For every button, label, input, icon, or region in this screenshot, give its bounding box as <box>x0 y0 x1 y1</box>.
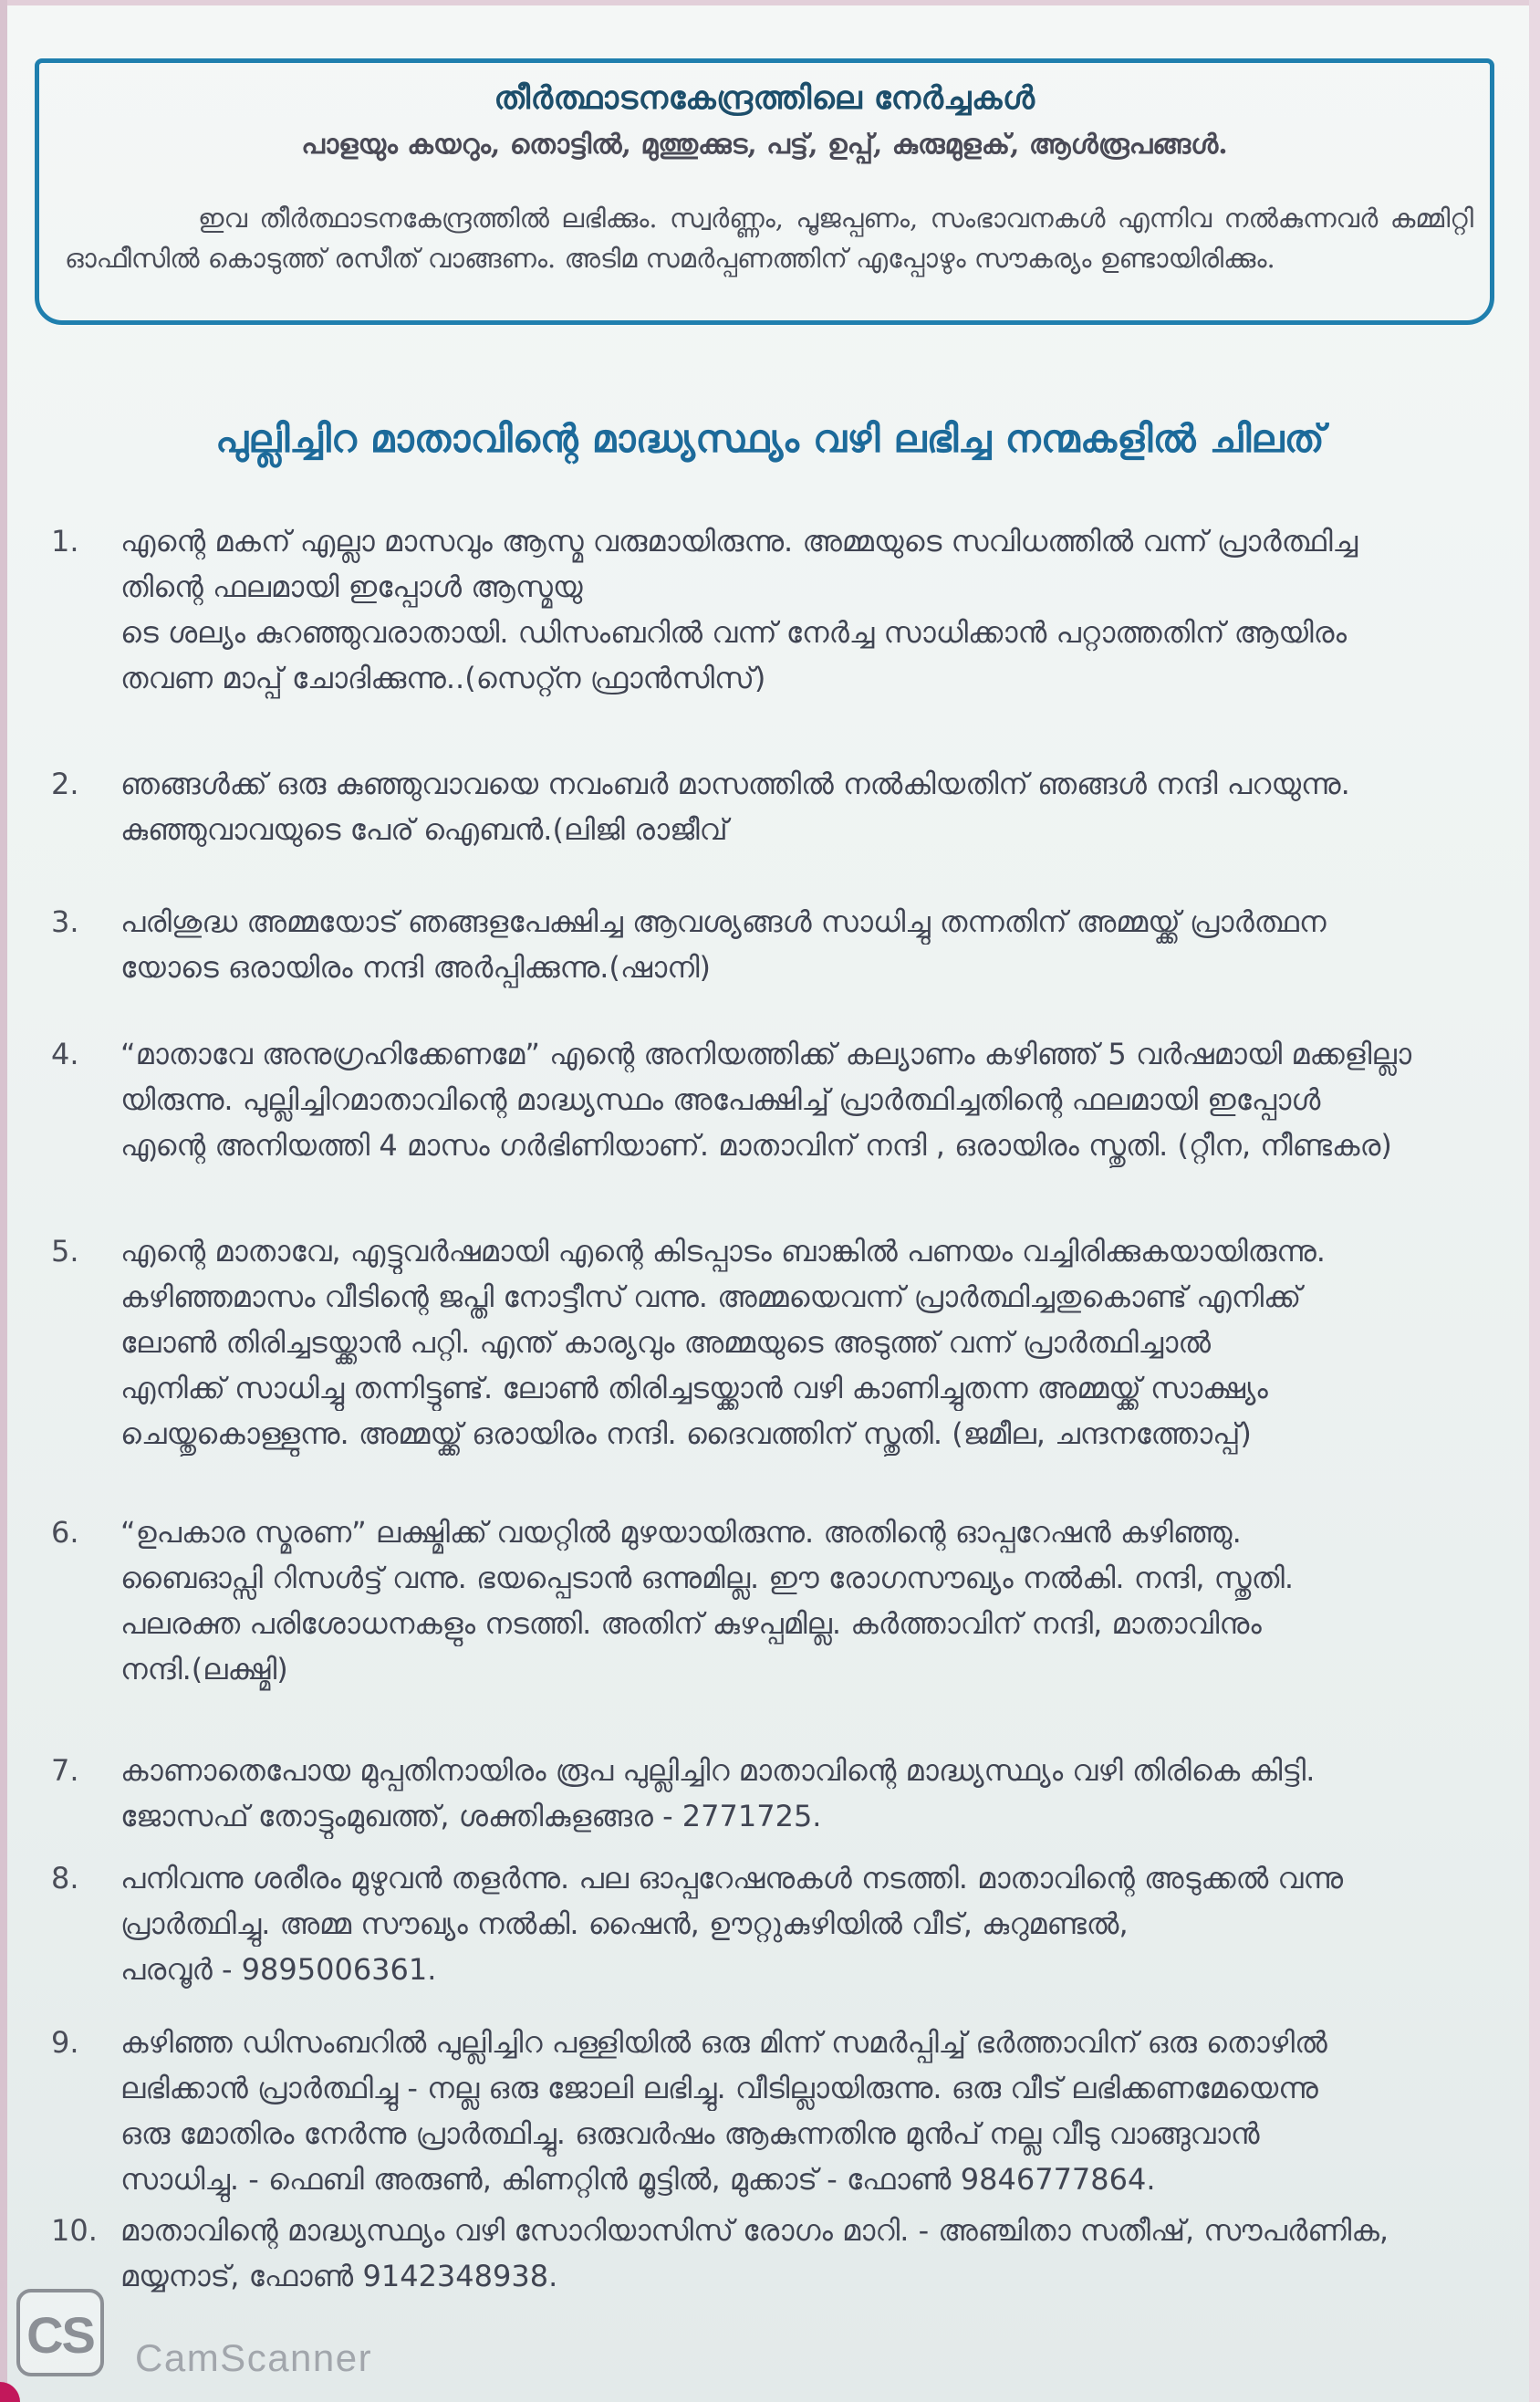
testimonial-number: 3. <box>51 904 79 939</box>
testimonial-number: 4. <box>51 1037 79 1071</box>
camscanner-name: CamScanner <box>135 2336 373 2379</box>
testimonial-text <box>120 761 1504 852</box>
testimonial-number: 8. <box>51 1861 79 1895</box>
testimonial-text <box>120 1228 1504 1457</box>
testimonial-text <box>120 2208 1504 2299</box>
testimonial-line: ജോസഫ് തോട്ടുംമുഖത്ത്, ശക്തികുളങ്ങര - 2771725. <box>120 1799 822 1833</box>
testimonial-line: “മാതാവേ അനുഗ്രഹിക്കേണമേ” എന്റെ അനിയത്തിക്ക് കല്യാണം കഴിഞ്ഞ് 5 വർഷമായി മക്കളില്ലാ <box>120 1037 1412 1071</box>
testimonial-line: ഒരു മോതിരം നേർന്നു പ്രാർത്ഥിച്ചു. ഒരുവർഷം ആകുന്നതിനു മുൻപ് നല്ല വീടു വാങ്ങുവാൻ <box>120 2116 1260 2151</box>
testimonial-text <box>120 1509 1504 1692</box>
testimonial-line: തിന്റെ ഫലമായി ഇപ്പോൾ ആസ്മയു <box>120 569 583 604</box>
testimonial-number: 9. <box>51 2025 79 2060</box>
testimonial-number: 10. <box>51 2213 98 2248</box>
testimonial-text <box>120 2020 1504 2202</box>
testimonial-line: എന്റെ മകന് എല്ലാ മാസവും ആസ്മ വരുമായിരുന്നു. അമ്മയുടെ സവിധത്തിൽ വന്ന് പ്രാർത്ഥിച്ച <box>120 524 1358 559</box>
testimonial-number: 5. <box>51 1234 79 1269</box>
testimonial-line: കുഞ്ഞുവാവയുടെ പേര് ഐബൻ.(ലിജി രാജീവ് <box>120 812 728 847</box>
testimonial-line: ബൈഓപ്സി റിസൾട്ട് വന്നു. ഭയപ്പെടാൻ ഒന്നുമില്ല. ഈ രോഗസൗഖ്യം നൽകി. നന്ദി, സ്തുതി. <box>120 1561 1295 1595</box>
testimonial-line: പലരക്ത പരിശോധനകളും നടത്തി. അതിന് കുഴപ്പമില്ല. കർത്താവിന് നന്ദി, മാതാവിനും <box>120 1606 1262 1641</box>
testimonial-line: യിരുന്നു. പുല്ലിച്ചിറമാതാവിന്റെ മാദ്ധ്യസ്ഥം അപേക്ഷിച്ച് പ്രാർത്ഥിച്ചതിന്റെ ഫലമായി ഇപ്പോൾ <box>120 1082 1321 1117</box>
testimonial-number: 7. <box>51 1753 79 1788</box>
camscanner-logo-text: CS <box>26 2306 94 2364</box>
testimonial-line: ചെയ്തുകൊള്ളുന്നു. അമ്മയ്ക്ക് ഒരായിരം നന്ദി. ദൈവത്തിന് സ്തുതി. (ജമീല, ചന്ദനത്തോപ്പ്) <box>120 1416 1252 1451</box>
testimonial-line: എന്റെ അനിയത്തി 4 മാസം ഗർഭിണിയാണ്. മാതാവിന് നന്ദി , ഒരായിരം സ്തുതി. (റ്റീന, നീണ്ടകര) <box>120 1128 1392 1163</box>
offerings-note: ഇവ തീർത്ഥാടനകേന്ദ്രത്തിൽ ലഭിക്കും. സ്വർണ്ണം, പൂജപ്പണം, സംഭാവനകൾ എന്നിവ നൽകുന്നവർ കമ്മിറ്റി ഓഫീസിൽ കൊടുത്ത് രസീത് വാങ്ങണം. അടിമ സമർപ്പണത്തിന് എപ്പോഴും സൗകര്യം ഉണ്ടായിരിക്കും. <box>65 203 1473 274</box>
testimonial-text <box>120 1031 1504 1168</box>
testimonials-heading: പുല്ലിച്ചിറ മാതാവിന്റെ മാദ്ധ്യസ്ഥ്യം വഴി ലഭിച്ച നന്മകളിൽ ചിലത് <box>215 416 1325 461</box>
camscanner-logo-icon <box>16 2289 104 2376</box>
testimonial-number: 6. <box>51 1515 79 1550</box>
testimonial-line: പരവൂർ - 9895006361. <box>120 1952 437 1987</box>
testimonial-number: 2. <box>51 767 79 801</box>
testimonial-line: പനിവന്നു ശരീരം മുഴുവൻ തളർന്നു. പല ഓപ്പറേഷനുകൾ നടത്തി. മാതാവിന്റെ അടുക്കൽ വന്നു <box>120 1861 1344 1895</box>
testimonial-line: ലോൺ തിരിച്ചടയ്ക്കാൻ പറ്റി. എന്ത് കാര്യവും അമ്മയുടെ അടുത്ത് വന്ന് പ്രാർത്ഥിച്ചാൽ <box>120 1325 1212 1360</box>
testimonial-line: ടെ ശല്യം കുറഞ്ഞുവരാതായി. ഡിസംബറിൽ വന്ന് നേർച്ച സാധിക്കാൻ പറ്റാത്തതിന് ആയിരം <box>120 615 1347 650</box>
testimonial-line: ഞങ്ങൾക്ക് ഒരു കുഞ്ഞുവാവയെ നവംബർ മാസത്തിൽ നൽകിയതിന് ഞങ്ങൾ നന്ദി പറയുന്നു. <box>120 767 1350 801</box>
testimonial-line: എന്റെ മാതാവേ, എട്ടുവർഷമായി എന്റെ കിടപ്പാടം ബാങ്കിൽ പണയം വച്ചിരിക്കുകയായിരുന്നു. <box>120 1234 1326 1269</box>
offerings-list: പാളയും കയറും, തൊട്ടിൽ, മുത്തുക്കുട, പട്ട്, ഉപ്പ്, കുരുമുളക്, ആൾരൂപങ്ങൾ. <box>301 129 1228 161</box>
testimonial-line: ലഭിക്കാൻ പ്രാർത്ഥിച്ചു - നല്ല ഒരു ജോലി ലഭിച്ചു. വീടില്ലായിരുന്നു. ഒരു വീട് ലഭിക്കണമേയെന്നു <box>120 2071 1318 2105</box>
testimonial-line: സാധിച്ചു. - ഫെബി അരുൺ, കിണറ്റിൻ മൂട്ടിൽ, മുക്കാട് - ഫോൺ 9846777864. <box>120 2162 1156 2197</box>
testimonial-text <box>120 518 1504 701</box>
testimonial-line: നന്ദി.(ലക്ഷ്മി) <box>120 1652 288 1687</box>
offerings-title: തീർത്ഥാടനകേന്ദ്രത്തിലെ നേർച്ചകൾ <box>494 79 1035 117</box>
testimonial-number: 1. <box>51 524 79 559</box>
testimonial-line: “ഉപകാര സ്മരണ” ലക്ഷ്മിക്ക് വയറ്റിൽ മുഴയായിരുന്നു. അതിന്റെ ഓപ്പറേഷൻ കഴിഞ്ഞു. <box>120 1515 1242 1550</box>
testimonial-line: കഴിഞ്ഞ ഡിസംബറിൽ പുല്ലിച്ചിറ പള്ളിയിൽ ഒരു മിന്ന് സമർപ്പിച്ച് ഭർത്താവിന് ഒരു തൊഴിൽ <box>120 2025 1327 2060</box>
testimonial-line: എനിക്ക് സാധിച്ചു തന്നിട്ടുണ്ട്. ലോൺ തിരിച്ചടയ്ക്കാൻ വഴി കാണിച്ചുതന്ന അമ്മയ്ക്ക് സാക്ഷ്യം <box>120 1371 1268 1405</box>
testimonial-line: മയ്യനാട്, ഫോൺ 9142348938. <box>120 2259 558 2293</box>
testimonial-line: തവണ മാപ്പ് ചോദിക്കുന്നു..(സെറ്റ്ന ഫ്രാൻസിസ്) <box>120 661 766 695</box>
camscanner-watermark <box>16 2289 409 2391</box>
testimonial-text <box>120 899 1504 990</box>
testimonial-line: പ്രാർത്ഥിച്ചു. അമ്മ സൗഖ്യം നൽകി. ഷൈൻ, ഊറ്റുകുഴിയിൽ വീട്, കുറുമണ്ടൽ, <box>120 1906 1129 1941</box>
testimonial-line: മാതാവിന്റെ മാദ്ധ്യസ്ഥ്യം വഴി സോറിയാസിസ് രോഗം മാറി. - അഞ്ചിതാ സതീഷ്, സൗപർണിക, <box>120 2213 1389 2248</box>
testimonial-line: കാണാതെപോയ മുപ്പതിനായിരം രൂപ പുല്ലിച്ചിറ മാതാവിന്റെ മാദ്ധ്യസ്ഥ്യം വഴി തിരികെ കിട്ടി. <box>120 1753 1316 1788</box>
testimonial-line: യോടെ ഒരായിരം നന്ദി അർപ്പിക്കുന്നു.(ഷാനി) <box>120 950 712 985</box>
testimonial-line: പരിശുദ്ധ അമ്മയോട് ഞങ്ങളപേക്ഷിച്ച ആവശ്യങ്ങൾ സാധിച്ചു തന്നതിന് അമ്മയ്ക്ക് പ്രാർത്ഥന <box>120 904 1327 939</box>
testimonial-text <box>120 1748 1504 1839</box>
testimonial-line: കഴിഞ്ഞമാസം വീടിന്റെ ജപ്തി നോട്ടീസ് വന്നു. അമ്മയെവന്ന് പ്രാർത്ഥിച്ചതുകൊണ്ട് എനിക്ക് <box>120 1279 1302 1314</box>
testimonial-text <box>120 1855 1504 1992</box>
